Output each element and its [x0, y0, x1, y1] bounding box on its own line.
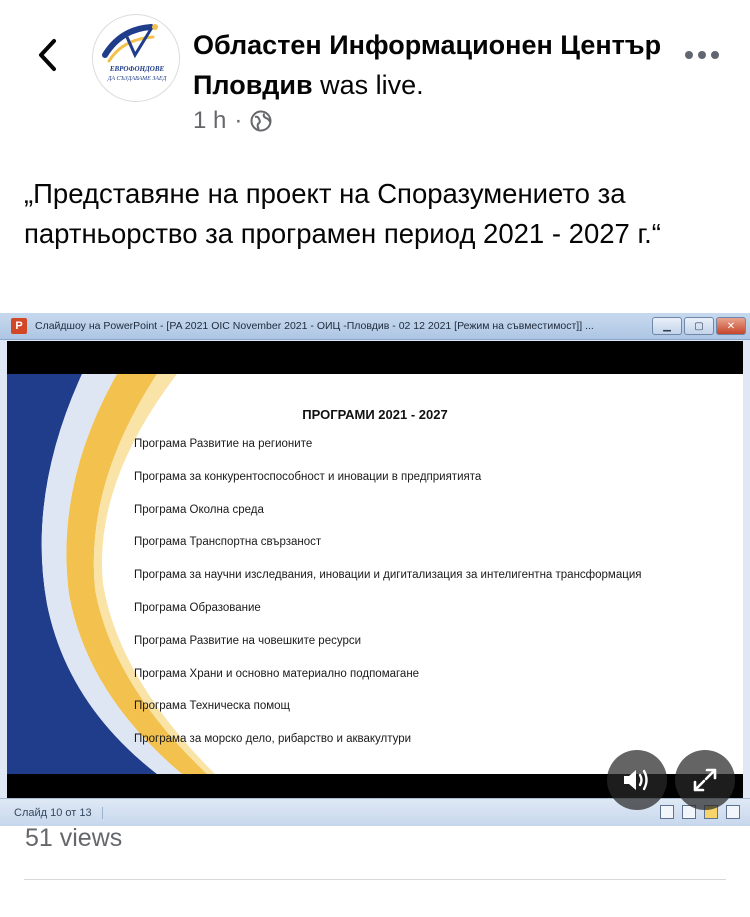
- video-player[interactable]: [0, 313, 750, 826]
- page-name-link[interactable]: Областен Информационен Център Пловдив: [193, 30, 662, 100]
- dot-icon: [698, 51, 706, 59]
- program-item: Програма Техническа помощ: [134, 700, 290, 713]
- program-item: Програма за морско дело, рибарство и аквакултури: [134, 733, 412, 746]
- powerpoint-icon: P: [11, 318, 27, 334]
- fullscreen-button[interactable]: [675, 750, 735, 810]
- program-item: Програма Образование: [134, 601, 261, 614]
- ppt-title-bar: [0, 313, 750, 340]
- back-button[interactable]: [30, 38, 64, 72]
- expand-icon: [692, 767, 718, 793]
- eurofunds-logo: [93, 15, 180, 102]
- window-controls: [652, 317, 746, 335]
- avatar[interactable]: [92, 14, 180, 102]
- dot-icon: [711, 51, 719, 59]
- program-item: Програма за конкурентоспособност и иновации в предприятията: [134, 470, 482, 483]
- sound-button[interactable]: [607, 750, 667, 810]
- normal-view-icon: [660, 805, 674, 819]
- programs-list: [134, 428, 641, 756]
- chevron-left-icon: [36, 38, 58, 72]
- program-item: Програма Развитие на човешките ресурси: [134, 634, 362, 647]
- program-item: Програма за научни изследвания, иновации и дигитализация за интелигентна трансформация: [134, 569, 642, 582]
- program-item: Програма Развитие на регионите: [134, 438, 313, 450]
- slide-counter: Слайд 10 от 13: [14, 807, 103, 819]
- ppt-window-title: Слайдшоу на PowerPoint - [PA 2021 OIC November 2021 - ОИЦ -Пловдив - 02 12 2021 [Режим на съвместимост]] ...: [35, 320, 594, 332]
- program-item: Програма Околна среда: [134, 503, 264, 516]
- dot-icon: [685, 51, 693, 59]
- reading-view-icon: [726, 805, 740, 819]
- post-meta: [193, 107, 272, 135]
- maximize-icon: ▢: [684, 317, 714, 335]
- view-count: 51 views: [25, 824, 123, 852]
- slide: [7, 374, 743, 774]
- close-icon: ✕: [716, 317, 746, 335]
- slide-title: ПРОГРАМИ 2021 - 2027: [302, 407, 448, 422]
- post-author: [193, 25, 663, 105]
- live-status-text: was live.: [320, 70, 424, 100]
- svg-text:ДА СЪЗДАВАМЕ ЗАЕД: ДА СЪЗДАВАМЕ ЗАЕД: [107, 76, 167, 82]
- meta-separator: ·: [234, 107, 243, 134]
- svg-text:ЕВРОФОНДОВЕ: ЕВРОФОНДОВЕ: [109, 65, 165, 73]
- globe-icon: [250, 110, 272, 132]
- more-options-button[interactable]: [682, 40, 722, 70]
- divider: [24, 879, 726, 880]
- letterbox-top: [7, 341, 743, 374]
- sound-icon: [622, 767, 652, 793]
- minimize-icon: ▁: [652, 317, 682, 335]
- timestamp[interactable]: 1 h: [193, 107, 227, 134]
- post-text: „Представяне на проект на Споразумението за партньорство за програмен период 2021 - 2027 г.“: [24, 178, 661, 249]
- program-item: Програма Транспортна свързаност: [134, 536, 322, 549]
- program-item: Програма Храни и основно материално подпомагане: [134, 667, 420, 680]
